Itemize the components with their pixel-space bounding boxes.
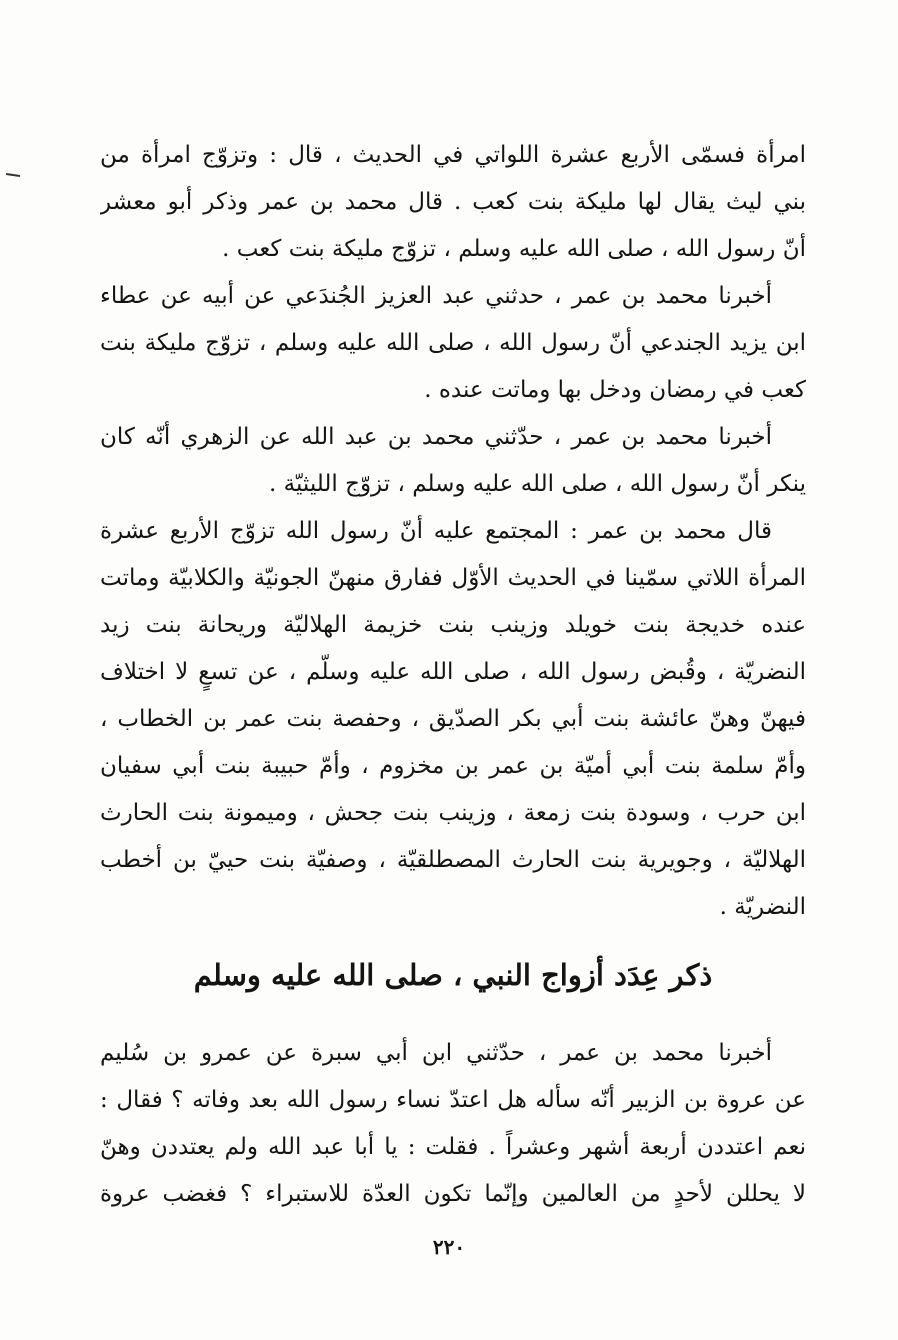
text-line: المرأة اللاتي سمّينا في الحديث الأوّل ففارق منهنّ الجونيّة والكلابيّة وماتت bbox=[100, 565, 806, 591]
text-line: عنده خديجة بنت خويلد وزينب بنت خزيمة الهلاليّة وريحانة بنت زيد bbox=[100, 612, 806, 638]
text-line: أنّ رسول الله ، صلى الله عليه وسلم ، تزوّج مليكة بنت كعب . bbox=[222, 236, 806, 262]
text-line: ابن حرب ، وسودة بنت زمعة ، وزينب بنت جحش ، وميمونة بنت الحارث bbox=[100, 800, 806, 826]
text-line: أخبرنا محمد بن عمر ، حدّثني محمد بن عبد الله عن الزهري أنّه كان bbox=[100, 424, 772, 450]
page-number: ٢٢٠ bbox=[432, 1235, 466, 1259]
body-text bbox=[100, 132, 806, 931]
section-body-text bbox=[100, 1030, 806, 1218]
text-line: عن عروة بن الزبير أنّه سأله هل اعتدّ نساء رسول الله بعد وفاته ؟ فقال : bbox=[100, 1087, 806, 1113]
text-line: بني ليث يقال لها مليكة بنت كعب . قال محمد بن عمر وذكر أبو معشر bbox=[100, 189, 806, 215]
text-line: قال محمد بن عمر : المجتمع عليه أنّ رسول الله تزوّج الأربع عشرة bbox=[100, 518, 772, 544]
text-line: أخبرنا محمد بن عمر ، حدّثني ابن أبي سبرة عن عمرو بن سُليم bbox=[100, 1040, 772, 1066]
text-line: النضريّة ، وقُبض رسول الله ، صلى الله عليه وسلّم ، عن تسعٍ لا اختلاف bbox=[100, 659, 806, 685]
text-line: أخبرنا محمد بن عمر ، حدثني عبد العزيز الجُندَعي عن أبيه عن عطاء bbox=[100, 283, 772, 309]
text-line: ابن يزيد الجندعي أنّ رسول الله ، صلى الله عليه وسلم ، تزوّج مليكة بنت bbox=[100, 330, 806, 356]
text-line: نعم اعتددن أربعة أشهر وعشراً . فقلت : يا أبا عبد الله ولم يعتددن وهنّ bbox=[100, 1134, 806, 1160]
section-heading: ذكر عِدَد أزواج النبي ، صلى الله عليه وسلم bbox=[193, 958, 713, 992]
margin-mark bbox=[6, 173, 20, 177]
text-line: النضريّة . bbox=[719, 894, 806, 920]
text-line: الهلاليّة ، وجويرية بنت الحارث المصطلقيّة ، وصفيّة بنت حييّ بن أخطب bbox=[100, 847, 806, 873]
text-line: فيهنّ وهنّ عائشة بنت أبي بكر الصدّيق ، وحفصة بنت عمر بن الخطاب ، bbox=[100, 706, 806, 732]
text-line: امرأة فسمّى الأربع عشرة اللواتي في الحديث ، قال : وتزوّج امرأة من bbox=[100, 142, 806, 168]
text-line: كعب في رمضان ودخل بها وماتت عنده . bbox=[424, 377, 806, 403]
text-line: وأمّ سلمة بنت أبي أميّة بن عمر بن مخزوم ، وأمّ حبيبة بنت أبي سفيان bbox=[100, 753, 806, 779]
text-line: لا يحللن لأحدٍ من العالمين وإنّما تكون العدّة للاستبراء ؟ فغضب عروة bbox=[100, 1181, 806, 1207]
text-line: ينكر أنّ رسول الله ، صلى الله عليه وسلم ، تزوّج الليثيّة . bbox=[269, 471, 806, 497]
